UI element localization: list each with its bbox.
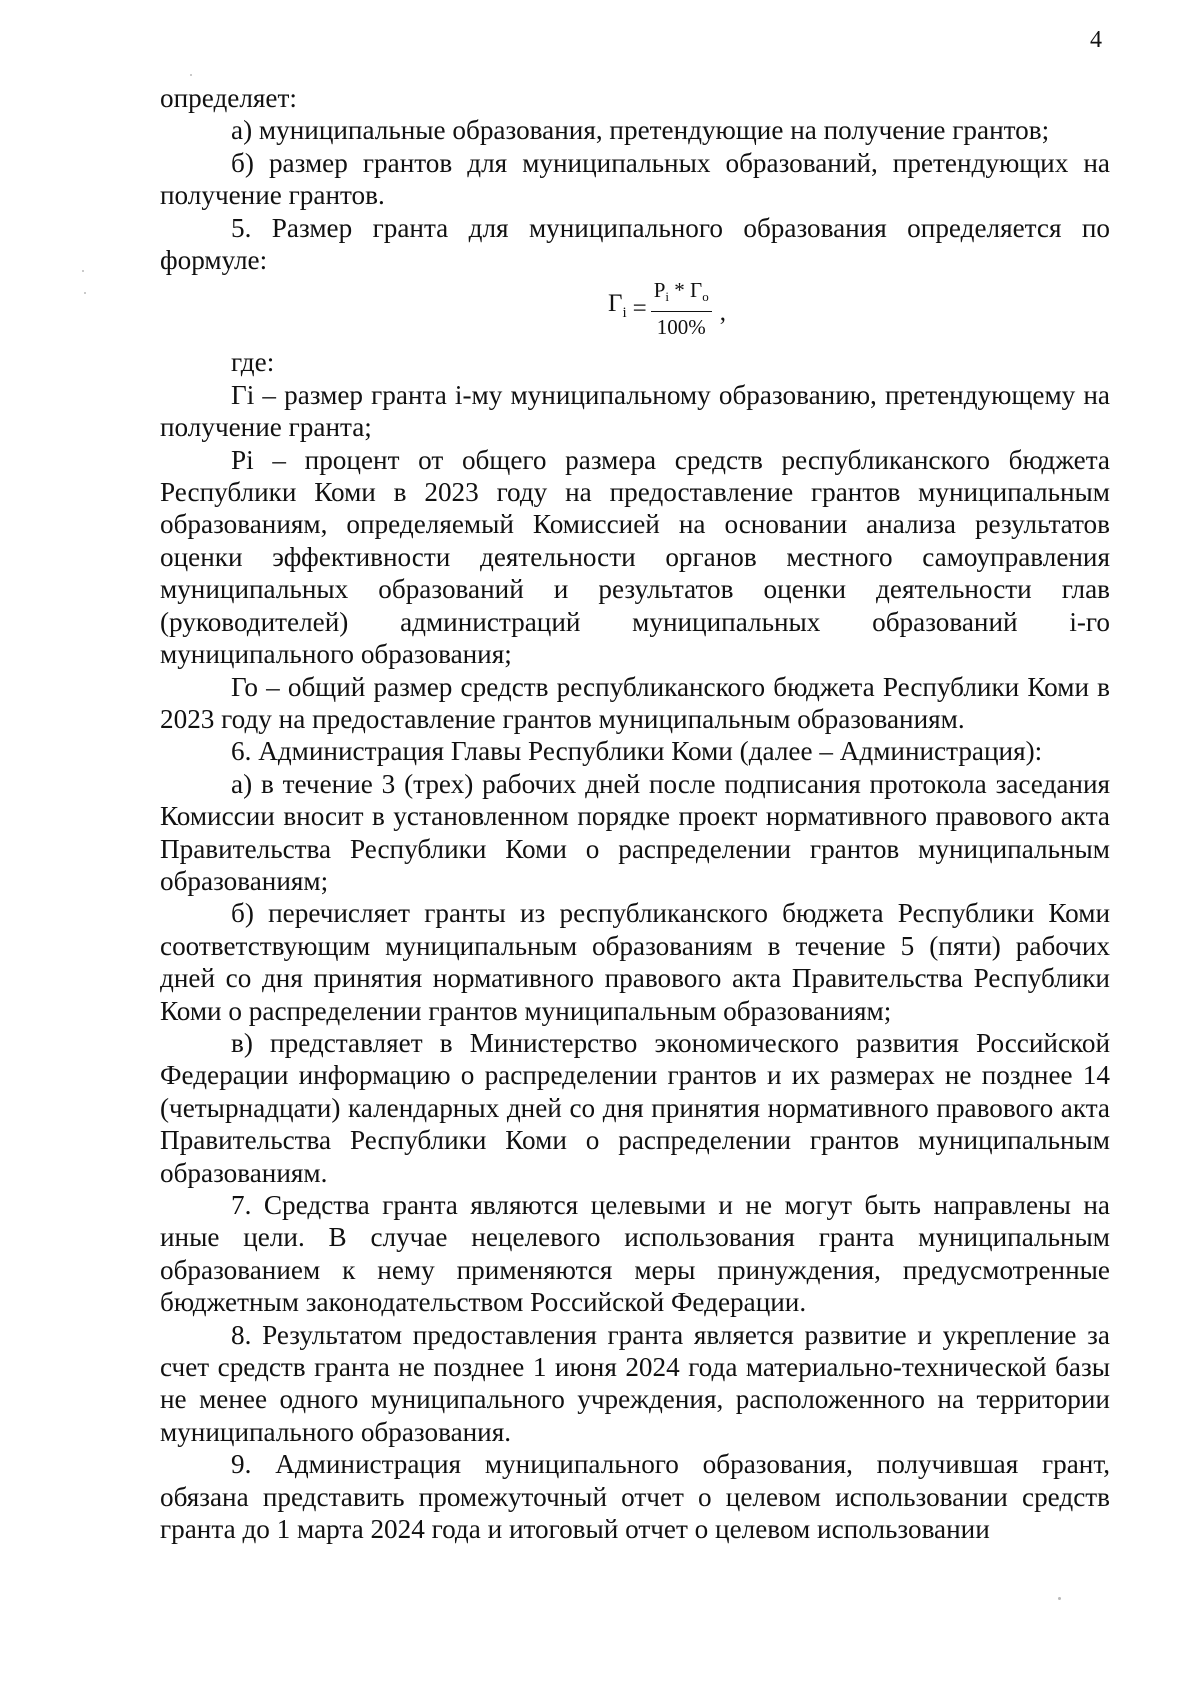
paragraph-8: 8. Результатом предоставления гранта является развитие и укрепление за счет средств гранта не позднее 1 июня 2024 года материально-технической базы не менее одного муниципального учреждения, расположенного на территории муниципального образования.: [160, 1319, 1110, 1447]
paragraph-definition-pi: Pi – процент от общего размера средств республиканского бюджета Республики Коми в 2023 году на предоставление грантов муниципальным образованиям, определяемый Комиссией на основании анализа результатов оценки эффективности деятельности органов местного самоуправления муниципальных образований и результатов оценки деятельности глав (руководителей) администраций муниципальных образований i-го муниципального образования;: [160, 444, 1110, 670]
paragraph-item-b: б) размер грантов для муниципальных образований, претендующих на получение грантов.: [160, 147, 1110, 211]
paragraph-gde: где:: [231, 347, 275, 378]
formula-equals: =: [632, 294, 647, 322]
formula-lhs: [608, 288, 627, 329]
paragraph-6v: в) представляет в Министерство экономического развития Российской Федерации информацию о распределении грантов и их размерах не позднее 14 (четырнадцати) календарных дней со дня принятия нормативного правового акта Правительства Республики Коми о распределении грантов муниципальным образованиям.: [160, 1027, 1110, 1188]
scan-speck: [84, 292, 86, 294]
paragraph-6a: а) в течение 3 (трех) рабочих дней после подписания протокола заседания Комиссии вносит в установленном порядке проект нормативного правового акта Правительства Республики Коми о распределении грантов муниципальным образованиям;: [160, 768, 1110, 896]
grant-formula: [160, 276, 1110, 346]
formula-num-g: Г: [690, 278, 703, 303]
formula-trailing-comma: ,: [719, 298, 726, 326]
document-body: [160, 82, 1110, 1545]
formula-fraction: [651, 278, 712, 339]
formula-num-p-sub: i: [665, 289, 670, 305]
formula-expression: [608, 278, 726, 339]
paragraph-opredelyaet: определяет:: [160, 83, 297, 113]
paragraph-5: 5. Размер гранта для муниципального образования определяется по формуле:: [160, 212, 1110, 276]
paragraph-6b: б) перечисляет гранты из республиканского бюджета Республики Коми соответствующим муниципальным образованиям в течение 5 (пяти) рабочих дней со дня принятия нормативного правового акта Правительства Республики Коми о распределении грантов муниципальным образованиям;: [160, 898, 1110, 1026]
paragraph-definition-go: Го – общий размер средств республиканского бюджета Республики Коми в 2023 году на предоставление грантов муниципальным образованиям.: [160, 671, 1110, 734]
formula-lhs-symbol: Г: [608, 290, 623, 318]
paragraph-6: 6. Администрация Главы Республики Коми (далее – Администрация):: [231, 736, 1043, 767]
formula-num-p: P: [653, 278, 666, 303]
scan-speck: [82, 270, 84, 272]
paragraph-7: 7. Средства гранта являются целевыми и не могут быть направлены на иные цели. В случае нецелевого использования гранта муниципальным образованием к нему применяются меры принуждения, предусмотренные бюджетным законодательством Российской Федерации.: [160, 1190, 1110, 1318]
formula-num-op: *: [669, 278, 691, 303]
scan-speck: [190, 74, 192, 76]
formula-lhs-subscript: i: [622, 305, 627, 322]
paragraph-item-a: а) муниципальные образования, претендующие на получение грантов;: [231, 115, 1050, 146]
formula-num-g-sub: о: [702, 289, 709, 305]
paragraph-definition-gi: Гi – размер гранта i-му муниципальному образованию, претендующему на получение гранта;: [160, 379, 1110, 443]
page-number: 4: [1090, 27, 1102, 53]
formula-numerator: [651, 278, 712, 312]
formula-denominator: 100%: [656, 315, 706, 340]
paragraph-9: 9. Администрация муниципального образования, получившая грант, обязана представить промежуточный отчет о целевом использовании средств гранта до 1 марта 2024 года и итоговый отчет о целевом использовании: [160, 1449, 1110, 1545]
scan-speck: [1058, 1597, 1061, 1600]
